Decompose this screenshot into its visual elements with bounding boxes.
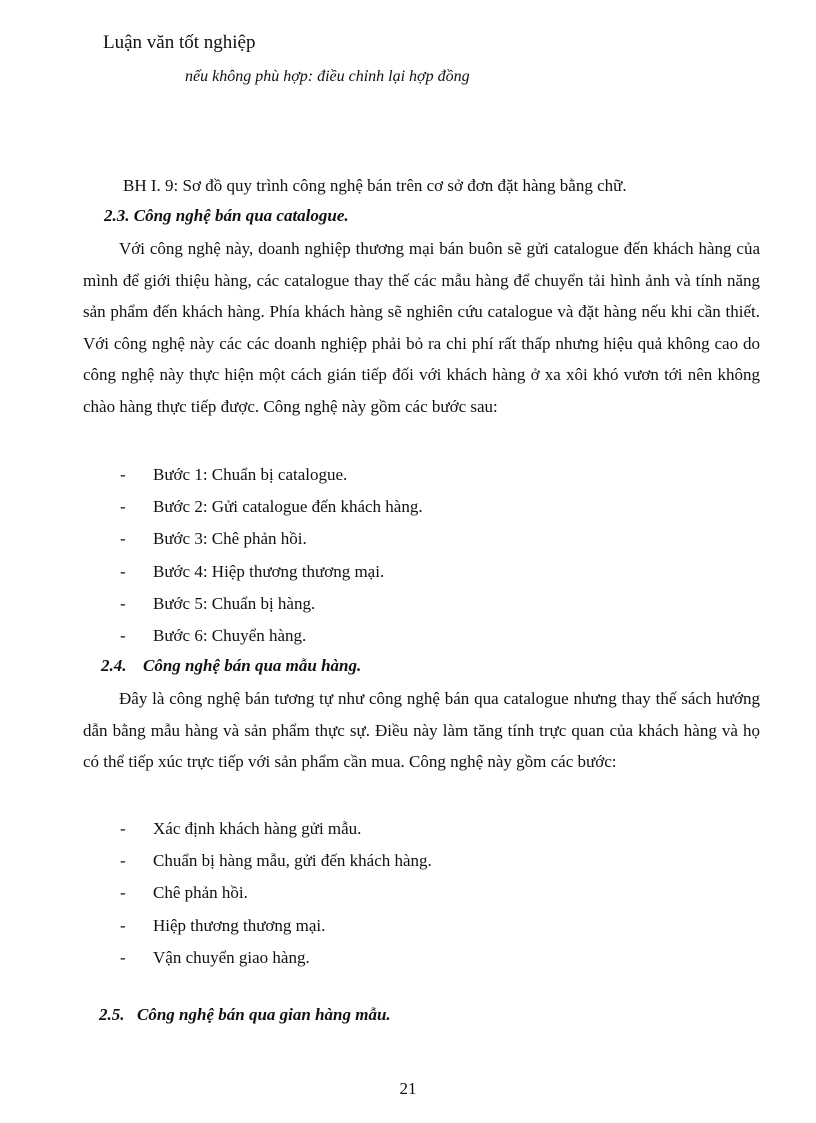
section-title: Công nghệ bán qua catalogue.	[133, 206, 349, 225]
section-number: 2.3.	[104, 206, 130, 225]
list-item-text: Hiệp thương thương mại.	[153, 915, 326, 935]
section-2-3-paragraph	[83, 233, 760, 423]
section-2-4-steps	[120, 813, 432, 974]
section-number: 2.4.	[101, 656, 127, 675]
list-item-text: Chuẩn bị hàng mẫu, gửi đến khách hàng.	[153, 851, 432, 871]
list-marker: -	[120, 593, 126, 613]
section-title: Công nghệ bán qua gian hàng mẫu.	[137, 1005, 391, 1024]
list-item	[120, 588, 423, 620]
list-marker: -	[120, 883, 126, 903]
list-marker: -	[120, 915, 126, 935]
list-item	[120, 813, 432, 845]
list-item-text: Bước 5: Chuẩn bị hàng.	[153, 593, 316, 613]
list-item	[120, 910, 432, 942]
list-item	[120, 620, 423, 652]
section-heading-2-4	[101, 656, 361, 676]
list-item	[120, 942, 432, 974]
header-note: nếu không phù hợp: điều chỉnh lại hợp đồng	[185, 68, 470, 85]
list-marker: -	[120, 529, 126, 549]
list-item-text: Bước 6: Chuyển hàng.	[153, 625, 307, 645]
list-marker: -	[120, 561, 126, 581]
list-item-text: Xác định khách hàng gửi mẫu.	[153, 819, 362, 838]
list-item	[120, 845, 432, 877]
list-marker: -	[120, 819, 126, 838]
section-title: Công nghệ bán qua mẫu hàng.	[143, 656, 362, 675]
header-title: Luận văn tốt nghiệp	[103, 32, 256, 53]
list-item	[120, 491, 423, 523]
section-number: 2.5.	[99, 1005, 125, 1024]
list-item	[120, 459, 423, 491]
page-number: 21	[399, 1079, 417, 1098]
list-marker: -	[120, 947, 126, 967]
list-item-text: Chê phản hồi.	[153, 883, 248, 903]
list-item-text: Bước 4: Hiệp thương thương mại.	[153, 561, 385, 581]
list-item-text: Bước 3: Chê phản hồi.	[153, 529, 307, 549]
section-heading-2-3	[104, 206, 349, 226]
list-item	[120, 556, 423, 588]
list-item-text: Vận chuyển giao hàng.	[153, 947, 310, 967]
list-marker: -	[120, 851, 126, 871]
list-item	[120, 877, 432, 909]
list-item	[120, 523, 423, 555]
list-marker: -	[120, 497, 126, 517]
section-heading-2-5	[99, 1005, 391, 1025]
section-2-4-paragraph	[83, 683, 760, 778]
paragraph-text: Đây là công nghệ bán tương tự như công nghệ bán qua catalogue nhưng thay thế sách hướng dẫn bằng mẫu hàng và sản phẩm thực sự. Điều này làm tăng tính trực quan của khách hàng và họ có thể tiếp xúc trực tiếp với sản phẩm cần mua. Công nghệ này gồm các bước:	[83, 689, 760, 772]
list-item-text: Bước 1: Chuẩn bị catalogue.	[153, 465, 348, 484]
list-item-text: Bước 2: Gửi catalogue đến khách hàng.	[153, 497, 423, 517]
figure-caption: BH I. 9: Sơ đồ quy trình công nghệ bán trên cơ sở đơn đặt hàng bằng chữ.	[123, 176, 627, 195]
list-marker: -	[120, 625, 126, 645]
section-2-3-steps	[120, 459, 423, 652]
list-marker: -	[120, 465, 126, 484]
paragraph-text: Với công nghệ này, doanh nghiệp thương mại bán buôn sẽ gửi catalogue đến khách hàng của mình để giới thiệu hàng, các catalogue thay thế các mẫu hàng để chuyển tải hình ảnh và tính năng sản phẩm đến khách hàng. Phía khách hàng sẽ nghiên cứu catalogue và đặt hàng nếu khi cần thiết. Với công nghệ này các các doanh nghiệp phải bỏ ra chi phí rất thấp nhưng hiệu quả không cao do công nghệ này thực hiện một cách gián tiếp đối với khách hàng ở xa xôi khó vươn tới nên không chào hàng thực tiếp được. Công nghệ này gồm các bước sau:	[83, 239, 760, 416]
